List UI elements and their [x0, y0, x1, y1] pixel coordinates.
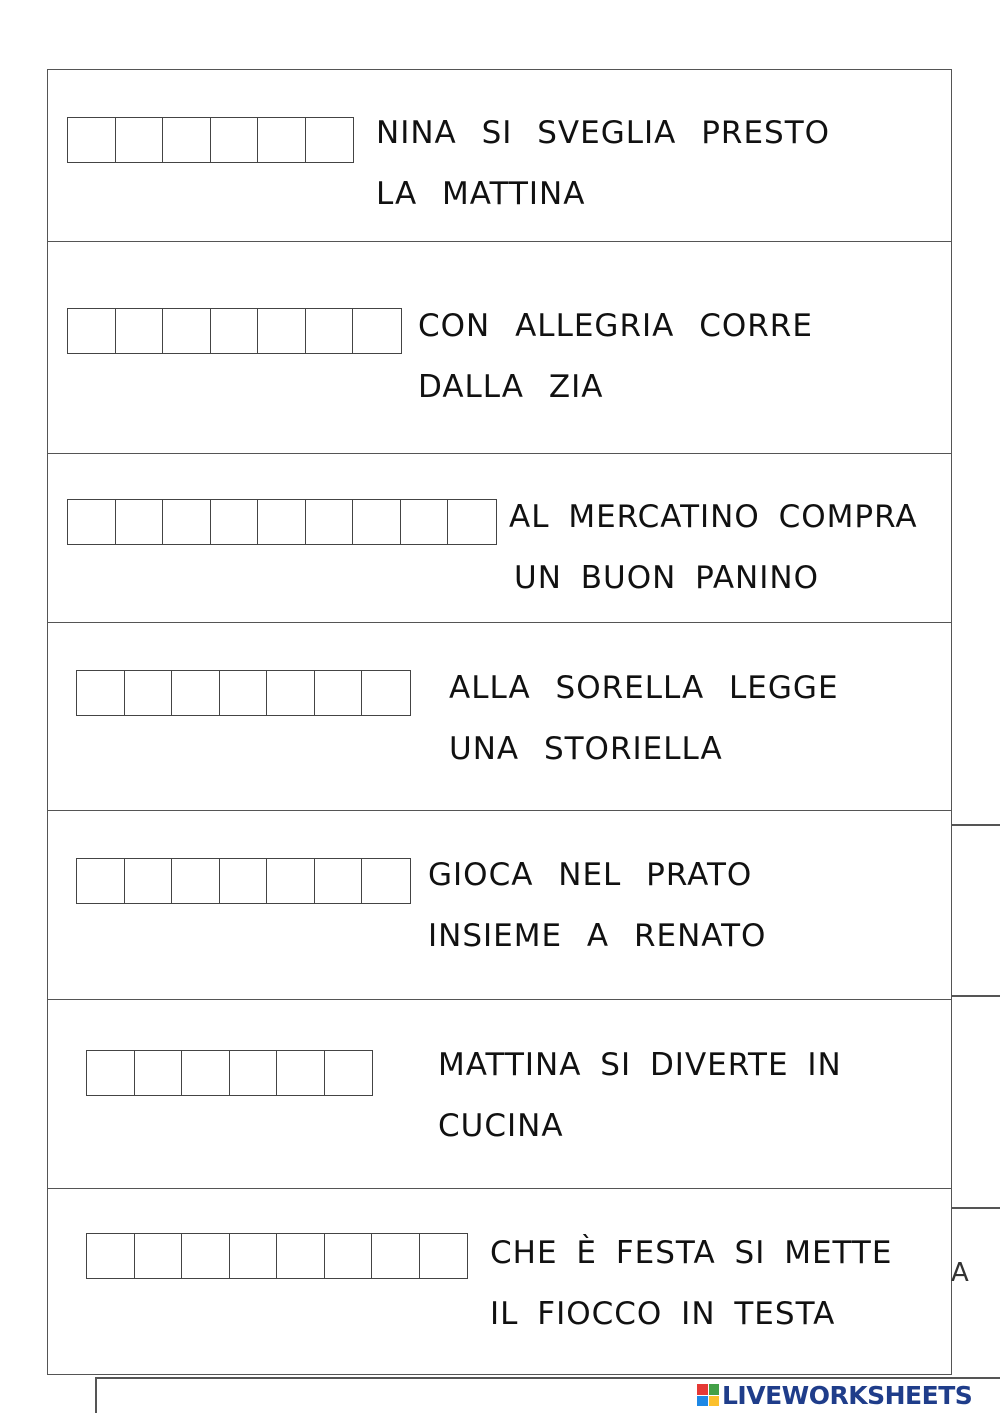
letter-box[interactable]	[87, 1234, 135, 1278]
letter-box[interactable]	[125, 671, 173, 715]
sentence-7	[490, 1223, 892, 1345]
letter-boxes-4[interactable]	[76, 670, 411, 716]
letter-box[interactable]	[135, 1051, 183, 1095]
exercise-row-7	[48, 1189, 951, 1376]
letter-box[interactable]	[68, 500, 116, 544]
letter-boxes-7[interactable]	[86, 1233, 468, 1279]
letter-box[interactable]	[277, 1051, 325, 1095]
letter-box[interactable]	[325, 1051, 373, 1095]
sentence-4	[449, 658, 839, 780]
letter-box[interactable]	[353, 500, 401, 544]
letter-box[interactable]	[372, 1234, 420, 1278]
letter-box[interactable]	[448, 500, 496, 544]
letter-box[interactable]	[267, 859, 315, 903]
letter-boxes-5[interactable]	[76, 858, 411, 904]
sentence-3-line-2: UN BUON PANINO	[514, 560, 819, 596]
sentence-7-line-1: CHE È FESTA SI METTE	[490, 1235, 893, 1271]
letter-box[interactable]	[306, 309, 354, 353]
letter-box[interactable]	[87, 1051, 135, 1095]
exercise-row-4	[48, 623, 951, 811]
sentence-3	[509, 487, 918, 609]
letter-box[interactable]	[258, 500, 306, 544]
letter-box[interactable]	[68, 309, 116, 353]
sentence-6	[438, 1035, 842, 1157]
letter-box[interactable]	[420, 1234, 468, 1278]
letter-box[interactable]	[401, 500, 449, 544]
letter-box[interactable]	[135, 1234, 183, 1278]
liveworksheets-logo-icon	[697, 1384, 719, 1406]
footer-divider	[96, 1377, 1000, 1379]
letter-box[interactable]	[163, 118, 211, 162]
logo-square	[709, 1384, 720, 1395]
letter-box[interactable]	[230, 1234, 278, 1278]
sentence-3-line-1: AL MERCATINO COMPRA	[509, 499, 918, 535]
sentence-2-line-2: DALLA ZIA	[418, 369, 604, 405]
sentence-4-line-2: UNA STORIELLA	[449, 731, 723, 767]
letter-box[interactable]	[220, 859, 268, 903]
letter-boxes-3[interactable]	[67, 499, 497, 545]
adjacent-page-line	[952, 995, 1000, 997]
letter-box[interactable]	[172, 859, 220, 903]
letter-box[interactable]	[362, 671, 410, 715]
letter-box[interactable]	[353, 309, 401, 353]
sentence-6-line-1: MATTINA SI DIVERTE IN	[438, 1047, 842, 1083]
logo-square	[709, 1396, 720, 1407]
letter-box[interactable]	[116, 309, 164, 353]
exercise-row-1	[48, 70, 951, 242]
letter-boxes-1[interactable]	[67, 117, 354, 163]
exercise-row-5	[48, 811, 951, 1000]
sentence-5	[428, 845, 766, 967]
letter-box[interactable]	[163, 500, 211, 544]
liveworksheets-logo-text: LIVEWORKSHEETS	[722, 1380, 973, 1410]
letter-box[interactable]	[325, 1234, 373, 1278]
exercise-row-6	[48, 1000, 951, 1189]
sentence-5-line-2: INSIEME A RENATO	[428, 918, 767, 954]
logo-square	[697, 1396, 708, 1407]
sentence-1-line-2: LA MATTINA	[376, 176, 586, 212]
letter-box[interactable]	[211, 309, 259, 353]
letter-box[interactable]	[116, 500, 164, 544]
letter-box[interactable]	[211, 500, 259, 544]
letter-box[interactable]	[277, 1234, 325, 1278]
sentence-5-line-1: GIOCA NEL PRATO	[428, 857, 753, 893]
letter-boxes-2[interactable]	[67, 308, 402, 354]
adjacent-page-line	[952, 824, 1000, 826]
liveworksheets-logo	[697, 1380, 972, 1410]
letter-box[interactable]	[125, 859, 173, 903]
worksheet-table	[47, 69, 952, 1375]
adjacent-page-glyph: A	[951, 1258, 969, 1288]
sentence-2	[418, 296, 813, 418]
letter-box[interactable]	[77, 859, 125, 903]
sentence-6-line-2: CUCINA	[438, 1108, 564, 1144]
letter-box[interactable]	[315, 859, 363, 903]
exercise-row-3	[48, 454, 951, 623]
sentence-2-line-1: CON ALLEGRIA CORRE	[418, 308, 813, 344]
letter-box[interactable]	[220, 671, 268, 715]
sentence-1-line-1: NINA SI SVEGLIA PRESTO	[376, 115, 831, 151]
exercise-row-2	[48, 242, 951, 454]
letter-box[interactable]	[68, 118, 116, 162]
letter-box[interactable]	[172, 671, 220, 715]
sentence-1	[376, 103, 830, 225]
letter-box[interactable]	[230, 1051, 278, 1095]
letter-box[interactable]	[362, 859, 410, 903]
letter-box[interactable]	[182, 1234, 230, 1278]
letter-box[interactable]	[315, 671, 363, 715]
letter-box[interactable]	[211, 118, 259, 162]
adjacent-page-line	[952, 1207, 1000, 1209]
letter-box[interactable]	[306, 500, 354, 544]
logo-square	[697, 1384, 708, 1395]
letter-box[interactable]	[116, 118, 164, 162]
letter-box[interactable]	[182, 1051, 230, 1095]
letter-box[interactable]	[306, 118, 354, 162]
letter-box[interactable]	[163, 309, 211, 353]
letter-box[interactable]	[267, 671, 315, 715]
letter-box[interactable]	[77, 671, 125, 715]
sentence-4-line-1: ALLA SORELLA LEGGE	[449, 670, 839, 706]
letter-box[interactable]	[258, 309, 306, 353]
letter-boxes-6[interactable]	[86, 1050, 373, 1096]
sentence-7-line-2: IL FIOCCO IN TESTA	[490, 1296, 836, 1332]
footer-divider-vertical	[95, 1377, 97, 1413]
letter-box[interactable]	[258, 118, 306, 162]
